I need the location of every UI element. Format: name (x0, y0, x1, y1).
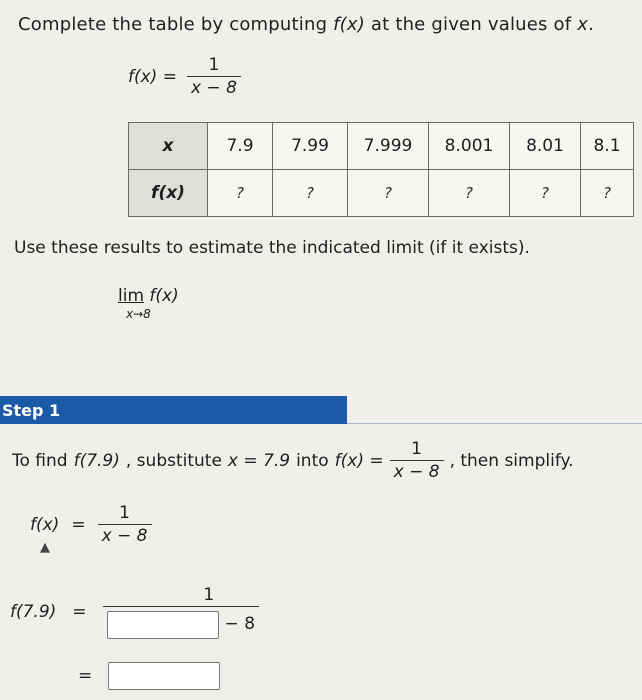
work-line2-lhs: f(7.9) (10, 602, 57, 623)
step-text-fn: f(7.9) (73, 450, 120, 471)
work-line2-equals: = (72, 602, 87, 623)
definition-denominator: x − 8 (187, 76, 241, 98)
step-text-substitution: x = 7.9 (227, 450, 291, 471)
step-label: Step 1 (2, 400, 61, 420)
fx-value-cell[interactable]: ? (348, 170, 429, 217)
fx-value-cell[interactable]: ? (273, 170, 348, 217)
fx-value-cell[interactable]: ? (581, 170, 634, 217)
step-text-b: , substitute (125, 450, 222, 471)
work-line-result (78, 662, 220, 690)
limit-word: lim (118, 286, 145, 306)
prompt-tail: at the given values of (364, 14, 578, 35)
limit-function: f(x) (149, 286, 179, 306)
step-text-c: into (296, 450, 329, 471)
fx-value-cell[interactable]: ? (429, 170, 510, 217)
substitution-input-box[interactable] (107, 611, 219, 639)
limit-instruction: Use these results to estimate the indicated limit (if it exists). (14, 238, 530, 258)
row-header-x: x (129, 123, 208, 170)
x-value-cell: 8.01 (510, 123, 581, 170)
work-line2-numerator: 1 (203, 585, 215, 605)
step-text-a: To find (12, 450, 68, 471)
work-line2-minus: − 8 (224, 614, 256, 635)
work-line1-lhs: f(x) (30, 514, 60, 535)
definition-numerator: 1 (208, 55, 220, 75)
problem-prompt (18, 14, 594, 35)
definition-fraction (187, 56, 241, 98)
table-row-fx (129, 170, 634, 217)
step-header[interactable] (0, 396, 347, 424)
step-divider (347, 423, 642, 424)
work-line1-equals: = (71, 514, 86, 535)
work-line2-fraction (103, 586, 259, 639)
x-value-cell: 7.9 (208, 123, 273, 170)
x-value-cell: 7.99 (273, 123, 348, 170)
step-text-d: , then simplify. (449, 450, 574, 471)
prompt-lead: Complete the table by computing (18, 14, 334, 35)
limit-expression (118, 286, 179, 321)
x-value-cell: 7.999 (348, 123, 429, 170)
step-fraction (390, 440, 444, 482)
fx-value-cell[interactable]: ? (208, 170, 273, 217)
fx-value-cell[interactable]: ? (510, 170, 581, 217)
work-line2-denominator (103, 606, 259, 639)
limit-subscript: x→8 (126, 307, 151, 321)
definition-lhs: f(x) = (128, 66, 177, 87)
prompt-end: . (588, 14, 594, 35)
result-input-box[interactable] (108, 662, 220, 690)
work-line1-fraction (98, 504, 152, 546)
step-instruction (12, 440, 574, 482)
step-text-fx: f(x) = (334, 450, 384, 471)
work-line-substitution (10, 586, 259, 639)
prompt-function: f(x) (333, 14, 365, 35)
prompt-variable: x (577, 14, 589, 35)
x-value-cell: 8.1 (581, 123, 634, 170)
x-value-cell: 8.001 (429, 123, 510, 170)
work-line3-equals: = (78, 666, 93, 686)
function-definition (128, 56, 241, 98)
row-header-fx: f(x) (129, 170, 208, 217)
work-line1-numerator: 1 (119, 503, 130, 523)
cursor-arrow-icon: ▲ (40, 540, 50, 555)
step-fraction-denominator: x − 8 (390, 460, 444, 482)
work-line1-denominator: x − 8 (98, 524, 152, 546)
step-fraction-numerator: 1 (411, 439, 422, 459)
table-row-x (129, 123, 634, 170)
values-table (128, 122, 634, 217)
